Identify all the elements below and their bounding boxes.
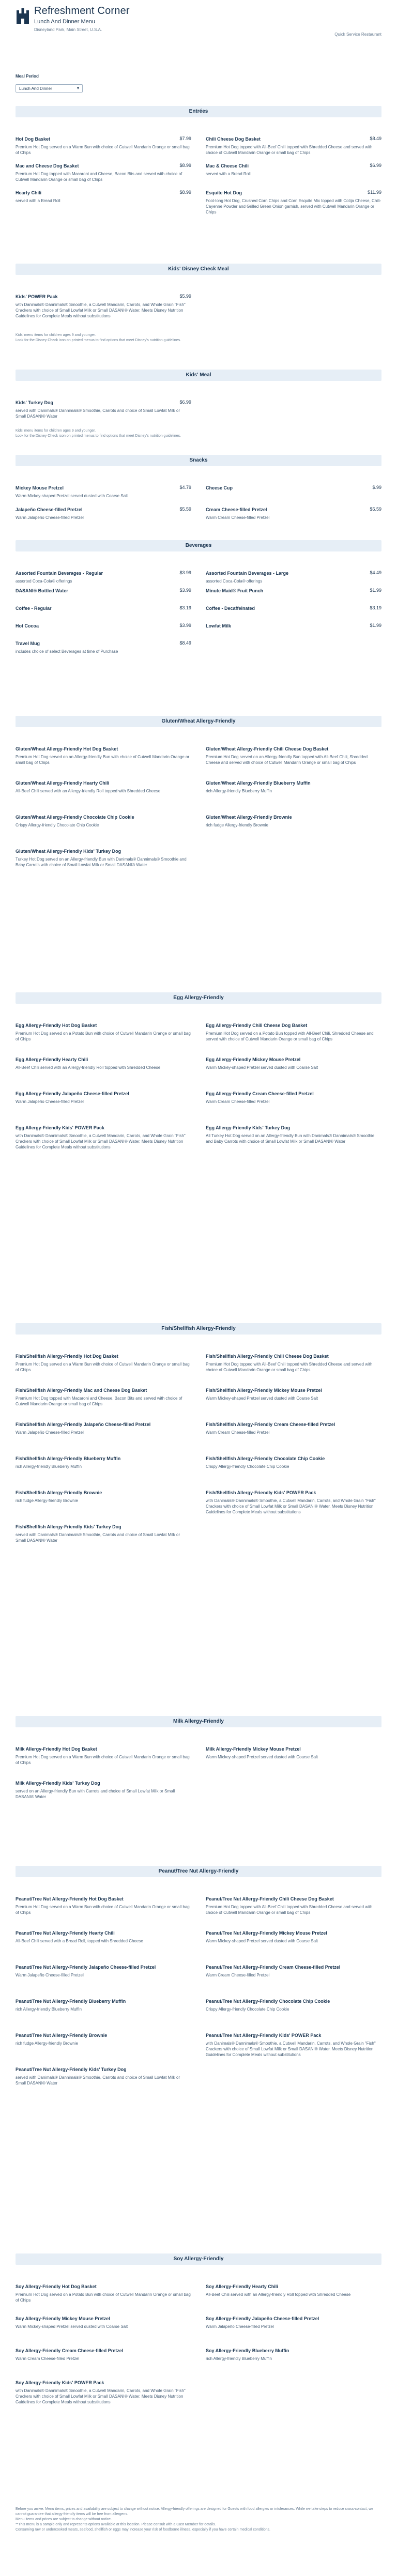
menu-item xyxy=(16,605,191,611)
menu-item-name: Gluten/Wheat Allergy-Friendly Brownie xyxy=(206,815,292,820)
section-heading: Snacks xyxy=(16,455,381,466)
menu-item-price: $1.99 xyxy=(370,623,381,628)
menu-item xyxy=(16,1056,191,1070)
menu-item xyxy=(206,507,381,520)
menu-item-name: Milk Allergy-Friendly Kids' Turkey Dog xyxy=(16,1781,100,1786)
menu-item-name: Fish/Shellfish Allergy-Friendly Kids' POWER Pack xyxy=(206,1490,316,1495)
menu-item-name: Gluten/Wheat Allergy-Friendly Chocolate Chip Cookie xyxy=(16,815,134,820)
menu-item-name: Soy Allergy-Friendly Hot Dog Basket xyxy=(16,2284,97,2289)
menu-item-description: Foot-long Hot Dog, Crushed Corn Chips and Corn Esquite Mix topped with Cotija Cheese, Chili-Cayenne Powder and Grilled Green Onion garnish, served with Cutwell Mandarin Orange or Chips xyxy=(206,198,381,214)
menu-item-price: $7.99 xyxy=(179,136,191,141)
menu-item xyxy=(16,1490,191,1504)
menu-item-description: Warm Jalapeño Cheese-filled Pretzel xyxy=(16,1430,84,1435)
section-note-age: Kids' menu items for children ages 9 and younger. xyxy=(16,333,96,337)
section-heading: Kids' Meal xyxy=(16,370,381,381)
menu-item-description: with Danimals® Dannimals® Smoothie, a Cutwell Mandarin, Carrots, and Whole Grain "Fish" Crackers with choice of Small Lowfat Milk or Small DASANI® Water. Meets Disney Nutrition Guidelines for Complete Meals without substitutions xyxy=(16,1133,186,1149)
menu-item-name: Esquite Hot Dog xyxy=(206,190,242,195)
menu-item xyxy=(16,2066,191,2086)
menu-item-description: served with a Bread Roll xyxy=(16,198,60,203)
menu-item xyxy=(16,190,191,204)
section-notes xyxy=(16,428,181,439)
menu-item xyxy=(206,1964,381,1978)
menu-item-description: Premium Hot Dog served on a Warm Bun with choice of Cutwell Mandarin Orange or small bag of Chips xyxy=(16,1362,190,1372)
section-heading: Beverages xyxy=(16,540,381,551)
section-kids_check xyxy=(16,264,381,342)
menu-item-description: Premium Hot Dog served on a Potato Bun with choice of Cutwell Mandarin Orange or small bag of Chips xyxy=(16,1031,191,1041)
menu-item xyxy=(16,1746,191,1766)
menu-item-name: Gluten/Wheat Allergy-Friendly Kids' Turkey Dog xyxy=(16,849,121,854)
menu-item-name: Peanut/Tree Nut Allergy-Friendly Mickey Mouse Pretzel xyxy=(206,1930,327,1936)
menu-item-description: Premium Hot Dog served on a Potato Bun topped with All-Beef Chili, Shredded Cheese and served with choice of Cutwell Mandarin Orange or small bag of Chips xyxy=(206,1031,374,1041)
menu-item-description: Warm Cream Cheese-filled Pretzel xyxy=(16,2356,80,2361)
menu-item-price: $11.99 xyxy=(368,190,381,195)
section-heading: Entrées xyxy=(16,106,381,117)
menu-item-name: Assorted Fountain Beverages - Large xyxy=(206,571,289,576)
page-header xyxy=(0,0,397,67)
menu-item-name: Gluten/Wheat Allergy-Friendly Hot Dog Basket xyxy=(16,746,118,752)
menu-item xyxy=(16,848,191,868)
menu-item xyxy=(16,1022,191,1042)
menu-item-description: Warm Mickey-shaped Pretzel served dusted with Coarse Salt xyxy=(206,1939,318,1943)
menu-item xyxy=(206,1022,381,1042)
menu-item-name: Peanut/Tree Nut Allergy-Friendly Brownie xyxy=(16,2033,108,2038)
menu-item-name: Gluten/Wheat Allergy-Friendly Hearty Chili xyxy=(16,780,110,786)
menu-item-description: Warm Jalapeño Cheese-filled Pretzel xyxy=(16,1973,84,1977)
menu-item xyxy=(206,1746,381,1760)
menu-item-name: Minute Maid® Fruit Punch xyxy=(206,588,264,593)
menu-item-name: Cheese Cup xyxy=(206,485,233,490)
menu-item-name: Peanut/Tree Nut Allergy-Friendly Hearty Chili xyxy=(16,1930,115,1936)
page-subtitle: Lunch And Dinner Menu xyxy=(34,19,96,25)
menu-item xyxy=(206,2348,381,2362)
menu-item xyxy=(206,190,381,215)
menu-item-description: rich Allergy-friendly Blueberry Muffin xyxy=(16,2007,82,2012)
section-beverages xyxy=(16,540,381,654)
menu-item xyxy=(16,746,191,765)
menu-item xyxy=(16,485,191,499)
menu-item-name: Egg Allergy-Friendly Chili Cheese Dog Basket xyxy=(206,1023,308,1028)
menu-item xyxy=(206,1091,381,1105)
menu-item-description: Warm Mickey-shaped Pretzel served dusted with Coarse Salt xyxy=(206,1755,318,1759)
menu-item-name: Soy Allergy-Friendly Jalapeño Cheese-filled Pretzel xyxy=(206,2316,319,2321)
menu-item-name: Soy Allergy-Friendly Hearty Chili xyxy=(206,2284,278,2289)
menu-item xyxy=(16,1524,191,1543)
menu-item-description: Warm Jalapeño Cheese-filled Pretzel xyxy=(16,515,84,520)
menu-item xyxy=(16,1353,191,1373)
menu-item-price: $8.49 xyxy=(370,136,381,141)
menu-item xyxy=(206,1056,381,1070)
menu-item xyxy=(206,1490,381,1515)
menu-item-description: Premium Hot Dog served on a Warm Bun with choice of Cutwell Mandarin Orange or small bag of Chips xyxy=(16,145,190,155)
menu-item-description: rich Allergy-friendly Blueberry Muffin xyxy=(206,2356,272,2361)
chevron-down-icon: ▾ xyxy=(77,86,79,90)
section-heading: Fish/Shellfish Allergy-Friendly xyxy=(16,1323,381,1335)
menu-item-name: Fish/Shellfish Allergy-Friendly Hot Dog Basket xyxy=(16,1354,118,1359)
menu-item-price: $5.59 xyxy=(179,507,191,512)
menu-item-name: Fish/Shellfish Allergy-Friendly Mac and Cheese Dog Basket xyxy=(16,1388,147,1393)
menu-item-name: Cream Cheese-filled Pretzel xyxy=(206,507,267,512)
header-titles xyxy=(34,5,130,32)
menu-item-name: Egg Allergy-Friendly Hot Dog Basket xyxy=(16,1023,97,1028)
menu-item-description: assorted Coca-Cola® offerings xyxy=(16,579,72,584)
menu-item-description: assorted Coca-Cola® offerings xyxy=(206,579,263,584)
menu-item-description: Premium Hot Dog topped with Macaroni and Cheese, Bacon Bits and served with choice of Cutwell Mandarin Orange or small bag of Chips xyxy=(16,1396,182,1406)
section-heading: Gluten/Wheat Allergy-Friendly xyxy=(16,716,381,727)
menu-item-price: $6.99 xyxy=(370,163,381,168)
menu-item xyxy=(206,814,381,828)
menu-item-description: rich fudge Allergy-friendly Brownie xyxy=(16,1498,78,1503)
menu-item xyxy=(16,780,191,794)
menu-item xyxy=(16,588,191,594)
section-gluten xyxy=(16,716,381,867)
section-heading: Milk Allergy-Friendly xyxy=(16,1716,381,1727)
menu-item xyxy=(206,2032,381,2058)
menu-item-description: Premium Hot Dog served on a Warm Bun with choice of Cutwell Mandarin Orange or small bag of Chips xyxy=(16,1905,190,1915)
menu-item-description: Warm Mickey-shaped Pretzel served dusted with Coarse Salt xyxy=(16,494,128,498)
menu-item xyxy=(16,136,191,156)
menu-item-description: served on an Allergy-friendly Bun with Carrots and choice of Small Lowfat Milk or Small DASANI® Water xyxy=(16,1789,175,1799)
menu-item-description: with Danimals® Dannimals® Smoothie, a Cutwell Mandarin, Carrots, and Whole Grain "Fish" Crackers with choice of Small Lowfat Milk or Small DASANI® Water. Meets Disney Nutrition Guidelines for Complete Meals without substitutions xyxy=(206,1498,376,1514)
menu-item xyxy=(16,2348,191,2362)
menu-item-name: Assorted Fountain Beverages - Regular xyxy=(16,571,103,576)
menu-item xyxy=(206,485,381,491)
menu-item xyxy=(206,1353,381,1373)
menu-item-name: Fish/Shellfish Allergy-Friendly Jalapeño Cheese-filled Pretzel xyxy=(16,1422,151,1427)
meal-period-label: Meal Period xyxy=(16,74,39,79)
menu-item xyxy=(16,1125,191,1150)
menu-item-description: Crispy Allergy-friendly Chocolate Chip Cookie xyxy=(206,2007,289,2012)
menu-item-name: Egg Allergy-Friendly Kids' Turkey Dog xyxy=(206,1125,291,1130)
menu-item-name: Coffee - Decaffeinated xyxy=(206,606,255,611)
menu-item xyxy=(16,1780,191,1800)
menu-item-name: Gluten/Wheat Allergy-Friendly Chili Cheese Dog Basket xyxy=(206,746,329,752)
section-snacks xyxy=(16,455,381,520)
section-heading: Kids' Disney Check Meal xyxy=(16,264,381,275)
menu-item-description: Crispy Allergy-friendly Chocolate Chip Cookie xyxy=(16,823,99,827)
menu-item xyxy=(16,570,191,584)
menu-item xyxy=(206,780,381,794)
menu-item xyxy=(16,814,191,828)
menu-item xyxy=(206,163,381,177)
menu-item-price: $.99 xyxy=(372,485,381,490)
menu-item-name: Mac and Cheese Dog Basket xyxy=(16,163,79,168)
section-heading: Egg Allergy-Friendly xyxy=(16,992,381,1004)
menu-item xyxy=(206,623,381,629)
menu-item-description: rich fudge Allergy-friendly Brownie xyxy=(206,823,268,827)
menu-item xyxy=(206,1455,381,1469)
menu-item xyxy=(206,1998,381,2012)
menu-item xyxy=(16,1964,191,1978)
menu-item xyxy=(16,1455,191,1469)
menu-item-name: Kids' Turkey Dog xyxy=(16,400,53,405)
menu-item-price: $4.49 xyxy=(370,570,381,575)
menu-item xyxy=(206,588,381,594)
menu-item-description: Warm Mickey-shaped Pretzel served dusted with Coarse Salt xyxy=(206,1065,318,1070)
menu-item-name: Soy Allergy-Friendly Mickey Mouse Pretzel xyxy=(16,2316,110,2321)
menu-item-name: Hot Cocoa xyxy=(16,623,39,628)
menu-item-name: Peanut/Tree Nut Allergy-Friendly Cream Cheese-filled Pretzel xyxy=(206,1965,341,1970)
menu-item-name: Fish/Shellfish Allergy-Friendly Chili Cheese Dog Basket xyxy=(206,1354,329,1359)
menu-item-description: Warm Cream Cheese-filled Pretzel xyxy=(206,1430,270,1435)
menu-item xyxy=(16,2380,191,2405)
menu-item-price: $8.99 xyxy=(179,190,191,195)
section-entrees xyxy=(16,106,381,214)
menu-item xyxy=(206,136,381,156)
menu-item-price: $8.49 xyxy=(179,640,191,646)
menu-item-name: Travel Mug xyxy=(16,641,40,646)
menu-item-name: Peanut/Tree Nut Allergy-Friendly Kids' POWER Pack xyxy=(206,2033,322,2038)
menu-item-name: Peanut/Tree Nut Allergy-Friendly Jalapeño Cheese-filled Pretzel xyxy=(16,1965,156,1970)
menu-item-description: Warm Jalapeño Cheese-filled Pretzel xyxy=(16,1099,84,1104)
footer-sample-text: **This menu is a sample only and represents options available at this location. Please consult with a Cast Member for details. xyxy=(16,2523,216,2526)
menu-item-name: Soy Allergy-Friendly Kids' POWER Pack xyxy=(16,2380,104,2385)
menu-item-name: Egg Allergy-Friendly Cream Cheese-filled Pretzel xyxy=(206,1091,314,1096)
menu-item-description: Warm Mickey-shaped Pretzel served dusted with Coarse Salt xyxy=(16,2324,128,2329)
menu-item-name: Fish/Shellfish Allergy-Friendly Kids' Turkey Dog xyxy=(16,1524,121,1529)
menu-item-name: Chili Cheese Dog Basket xyxy=(206,136,261,142)
menu-item-name: Peanut/Tree Nut Allergy-Friendly Chili Cheese Dog Basket xyxy=(206,1896,334,1902)
menu-item xyxy=(16,1421,191,1435)
section-heading: Soy Allergy-Friendly xyxy=(16,2253,381,2265)
menu-item xyxy=(16,2316,191,2329)
menu-item xyxy=(206,570,381,584)
menu-item-description: Premium Hot Dog topped with Macaroni and Cheese, Bacon Bits and served with choice of Cutwell Mandarin Orange or small bag of Chips xyxy=(16,172,182,182)
footer-price-text: Menu items and prices are subject to change without notice. xyxy=(16,2518,112,2521)
menu-item-name: Hearty Chili xyxy=(16,190,42,195)
menu-item-name: Fish/Shellfish Allergy-Friendly Chocolate Chip Cookie xyxy=(206,1456,325,1461)
menu-item-description: rich Allergy-friendly Blueberry Muffin xyxy=(16,1464,82,1469)
section-note-check: Look for the Disney Check icon on printed menus to find options that meet Disney's nutrition guidelines. xyxy=(16,434,181,438)
menu-item-price: $3.99 xyxy=(179,623,191,628)
section-milk xyxy=(16,1716,381,1799)
menu-item-name: Peanut/Tree Nut Allergy-Friendly Hot Dog Basket xyxy=(16,1896,124,1902)
menu-item-description: All-Beef Chili served with an Allergy-friendly Roll topped with Shredded Cheese xyxy=(16,789,161,793)
menu-item-name: Egg Allergy-Friendly Jalapeño Cheese-filled Pretzel xyxy=(16,1091,129,1096)
menu-item-name: Jalapeño Cheese-filled Pretzel xyxy=(16,507,83,512)
menu-item-name: Fish/Shellfish Allergy-Friendly Blueberry Muffin xyxy=(16,1456,121,1461)
page-footer xyxy=(16,2507,381,2533)
section-notes xyxy=(16,333,181,343)
menu-item-description: rich Allergy-friendly Blueberry Muffin xyxy=(206,789,272,793)
menu-item xyxy=(16,1896,191,1915)
menu-item-description: Warm Cream Cheese-filled Pretzel xyxy=(206,1099,270,1104)
menu-item xyxy=(16,1387,191,1407)
menu-item-description: Warm Mickey-shaped Pretzel served dusted with Coarse Salt xyxy=(206,1396,318,1401)
menu-item xyxy=(206,2316,381,2329)
menu-item-price: $3.99 xyxy=(179,588,191,593)
menu-item-description: Premium Hot Dog served on a Warm Bun with choice of Cutwell Mandarin Orange or small bag of Chips xyxy=(16,1755,190,1765)
menu-item-description: Turkey Hot Dog served on an Allergy-friendly Bun with Danimals® Dannimals® Smoothie and Baby Carrots with choice of Small Lowfat Milk or Small DASANI® Water xyxy=(16,857,187,867)
section-soy xyxy=(16,2253,381,2404)
menu-item-name: Gluten/Wheat Allergy-Friendly Blueberry Muffin xyxy=(206,780,311,786)
menu-item-description: Warm Cream Cheese-filled Pretzel xyxy=(206,515,270,520)
castle-logo-icon xyxy=(16,8,30,24)
menu-item xyxy=(16,2032,191,2046)
menu-item xyxy=(16,640,191,654)
menu-item-name: Fish/Shellfish Allergy-Friendly Mickey Mouse Pretzel xyxy=(206,1388,322,1393)
menu-item xyxy=(16,400,191,419)
menu-item-description: Premium Hot Dog served on a Potato Bun with choice of Cutwell Mandarin Orange or small bag of Chips xyxy=(16,2292,191,2303)
menu-item-description: served with Danimals® Dannimals® Smoothie, Carrots and choice of Small Lowfat Milk or Small DASANI® Water xyxy=(16,1532,180,1543)
footer-allergy-text: Before you arrive: Menu items, prices and availability are subject to change without notice. Allergy-friendly offerings are designed for Guests with food allergies or intolerances. While we take steps to reduce cross-contact, we cannot guarantee that allergy-friendly items will be free from allergens. xyxy=(16,2507,374,2516)
menu-item-name: Egg Allergy-Friendly Mickey Mouse Pretzel xyxy=(206,1057,301,1062)
menu-item-name: Fish/Shellfish Allergy-Friendly Cream Cheese-filled Pretzel xyxy=(206,1422,335,1427)
section-egg xyxy=(16,992,381,1149)
menu-item xyxy=(16,1091,191,1105)
menu-item xyxy=(206,2283,381,2297)
menu-item-price: $6.99 xyxy=(179,400,191,405)
menu-item-description: Premium Hot Dog topped with All-Beef Chili topped with Shredded Cheese and served with choice of Cutwell Mandarin Orange or small bag of Chips xyxy=(206,1905,373,1915)
menu-item-description: Premium Hot Dog topped with All-Beef Chili topped with Shredded Cheese and served with choice of Cutwell Mandarin Orange or small bag of Chips xyxy=(206,145,373,155)
menu-item-name: Peanut/Tree Nut Allergy-Friendly Kids' Turkey Dog xyxy=(16,2067,127,2072)
menu-item-name: Lowfat Milk xyxy=(206,623,231,628)
menu-item-description: Premium Hot Dog topped with All-Beef Chili topped with Shredded Cheese and served with choice of Cutwell Mandarin Orange or small bag of Chips xyxy=(206,1362,373,1372)
menu-item-description: All-Beef Chili served with a Bread Roll, topped with Shredded Cheese xyxy=(16,1939,143,1943)
menu-item-description: with Danimals® Dannimals® Smoothie, a Cutwell Mandarin, Carrots, and Whole Grain "Fish" Crackers with choice of Small Lowfat Milk or Small DASANI® Water. Meets Disney Nutrition Guidelines for Complete Meals without substitutions xyxy=(16,2388,186,2404)
menu-item-price: $4.79 xyxy=(179,485,191,490)
menu-item xyxy=(16,2283,191,2303)
menu-item-description: Crispy Allergy-friendly Chocolate Chip Cookie xyxy=(206,1464,289,1469)
footer-consumption-text: Consuming raw or undercooked meats, seafood, shellfish or eggs may increase your risk of foodborne illness, especially if you have certain medical conditions. xyxy=(16,2528,270,2532)
menu-item xyxy=(16,1998,191,2012)
menu-item xyxy=(206,746,381,765)
menu-item-name: Kids' POWER Pack xyxy=(16,294,58,299)
section-note-age: Kids' menu items for children ages 9 and younger. xyxy=(16,429,96,433)
menu-item-name: Mickey Mouse Pretzel xyxy=(16,485,64,490)
menu-item xyxy=(16,1930,191,1944)
menu-item xyxy=(206,1125,381,1144)
menu-item-name: Peanut/Tree Nut Allergy-Friendly Chocolate Chip Cookie xyxy=(206,1999,330,2004)
menu-item-name: Soy Allergy-Friendly Cream Cheese-filled Pretzel xyxy=(16,2348,124,2353)
menu-item-description: All-Beef Chili served with an Allergy-friendly Roll topped with Shredded Cheese xyxy=(16,1065,161,1070)
menu-item-name: Coffee - Regular xyxy=(16,606,52,611)
menu-item-price: $3.19 xyxy=(370,605,381,610)
menu-item-description: with Danimals® Dannimals® Smoothie, a Cutwell Mandarin, Carrots, and Whole Grain "Fish" Crackers with choice of Small Lowfat Milk or Small DASANI® Water. Meets Disney Nutrition Guidelines for Complete Meals without substitutions xyxy=(16,302,186,318)
page-title: Refreshment Corner xyxy=(34,5,130,17)
menu-item-description: served with Danimals® Dannimals® Smoothie, Carrots and choice of Small Lowfat Milk or Small DASANI® Water xyxy=(16,408,180,419)
section-kids_meal xyxy=(16,370,381,438)
menu-item-name: Soy Allergy-Friendly Blueberry Muffin xyxy=(206,2348,289,2353)
menu-item-name: DASANI® Bottled Water xyxy=(16,588,68,593)
menu-item-price: $5.59 xyxy=(370,507,381,512)
menu-item-price: $5.99 xyxy=(179,294,191,299)
menu-item-description: served with a Bread Roll xyxy=(206,172,251,176)
section-fish xyxy=(16,1323,381,1543)
menu-item xyxy=(16,163,191,182)
menu-item-name: Hot Dog Basket xyxy=(16,136,51,142)
section-note-check: Look for the Disney Check icon on printed menus to find options that meet Disney's nutrition guidelines. xyxy=(16,339,181,342)
menu-item-name: Milk Allergy-Friendly Mickey Mouse Pretzel xyxy=(206,1746,301,1752)
section-peanut xyxy=(16,1866,381,2086)
menu-item-name: Egg Allergy-Friendly Kids' POWER Pack xyxy=(16,1125,104,1130)
menu-item xyxy=(206,1421,381,1435)
menu-item xyxy=(206,605,381,611)
menu-item-name: Peanut/Tree Nut Allergy-Friendly Blueberry Muffin xyxy=(16,1999,126,2004)
menu-item-description: Warm Cream Cheese-filled Pretzel xyxy=(206,1973,270,1977)
menu-item-price: $3.99 xyxy=(179,570,191,575)
menu-item-name: Milk Allergy-Friendly Hot Dog Basket xyxy=(16,1746,97,1752)
menu-item-description: Premium Hot Dog served on an Allergy-friendly Bun with choice of Cutwell Mandarin Orange or small bag of Chips xyxy=(16,755,190,765)
menu-item-description: with Danimals® Dannimals® Smoothie, a Cutwell Mandarin, Carrots, and Whole Grain "Fish" Crackers with choice of Small Lowfat Milk or Small DASANI® Water. Meets Disney Nutrition Guidelines for Complete Meals without substitutions xyxy=(206,2041,376,2057)
menu-item-description: served with Danimals® Dannimals® Smoothie, Carrots and choice of Small Lowfat Milk or Small DASANI® Water xyxy=(16,2075,180,2086)
menu-item-description: includes choice of select Beverages at time of Purchase xyxy=(16,649,118,654)
menu-item xyxy=(16,623,191,629)
menu-item-name: Mac & Cheese Chili xyxy=(206,163,249,168)
menu-item-description: All-Beef Chili served with an Allergy-friendly Roll topped with Shredded Cheese xyxy=(206,2292,351,2297)
menu-item-description: rich fudge Allergy-friendly Brownie xyxy=(16,2041,78,2046)
menu-item-price: $8.99 xyxy=(179,163,191,168)
meal-period-select[interactable] xyxy=(16,84,83,93)
meal-period-value: Lunch And Dinner xyxy=(19,86,52,91)
menu-item xyxy=(206,1387,381,1401)
menu-item-name: Egg Allergy-Friendly Hearty Chili xyxy=(16,1057,88,1062)
menu-item-description: All Turkey Hot Dog served on an Allergy-friendly Bun with Danimals® Dannimals® Smoothie and Baby Carrots with choice of Small Lowfat Milk or Small DASANI® Water xyxy=(206,1133,375,1144)
menu-item xyxy=(16,507,191,520)
menu-item xyxy=(206,1896,381,1915)
menu-item-description: Warm Jalapeño Cheese-filled Pretzel xyxy=(206,2324,274,2329)
menu-item xyxy=(206,1930,381,1944)
menu-item-name: Fish/Shellfish Allergy-Friendly Brownie xyxy=(16,1490,102,1495)
menu-item-description: Premium Hot Dog served on an Allergy-friendly Bun topped with All-Beef Chili, Shredded Cheese and served with choice of Cutwell Mandarin Orange or small bag of Chips xyxy=(206,755,368,765)
location-text: Disneyland Park, Main Street, U.S.A. xyxy=(34,27,102,32)
menu-item-price: $1.99 xyxy=(370,588,381,593)
menu-item-price: $3.19 xyxy=(179,605,191,610)
service-type: Quick Service Restaurant xyxy=(334,32,381,37)
menu-item xyxy=(16,294,191,319)
section-heading: Peanut/Tree Nut Allergy-Friendly xyxy=(16,1866,381,1877)
